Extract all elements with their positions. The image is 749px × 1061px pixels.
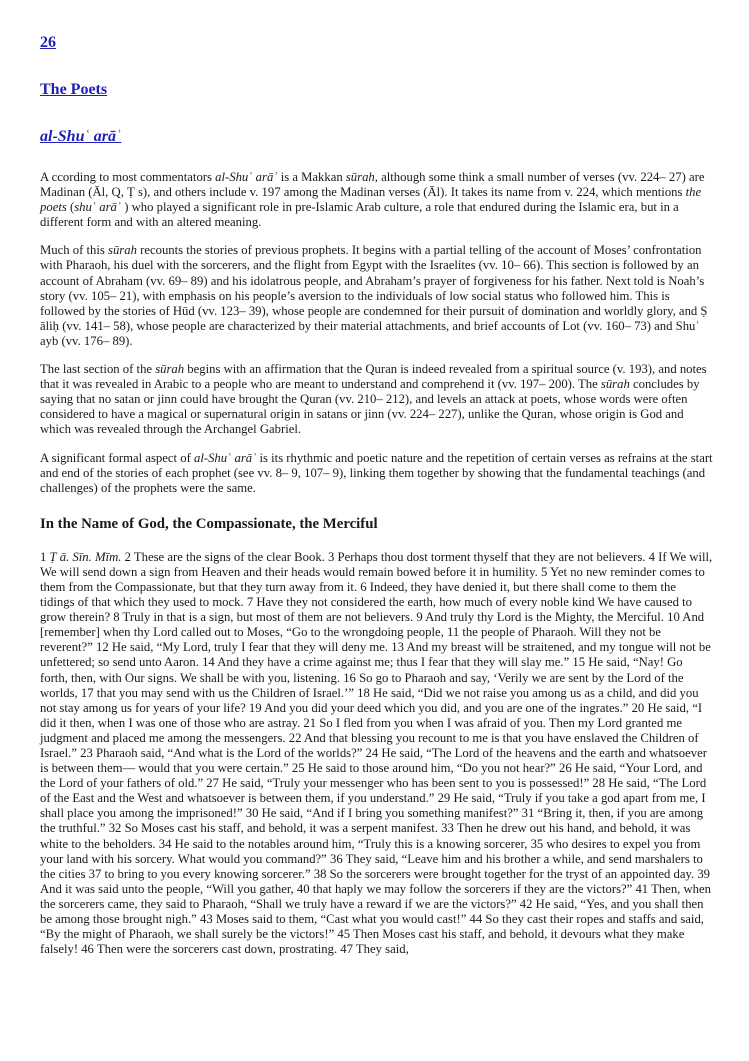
intro-paragraph-origin: A ccording to most commentators al-Shuʿ arāʾ is a Makkan sūrah, although some think a small number of verses (vv. 224– 27) are Madinan (Āl, Q, Ṭ s), and others include v. 197 among the Madinan verses (Āl). It takes its name from v. 224, which mentions the poets (shuʿ arāʾ ) who played a significant role in pre-Islamic Arab culture, a role that endured during the Islamic era, but in a different form and with an altered meaning. xyxy=(40,170,705,230)
verses-paragraph: 1 Ṭ ā. Sīn. Mīm. 2 These are the signs of the clear Book. 3 Perhaps thou dost torment thyself that they are not believers. 4 If We will, We will send down a sign from Heaven and their heads would remain bowed before it in humility. 5 Yet no new reminder comes to them from the Compassionate, but that they turn away from it. 6 Indeed, they have denied it, but there shall come to them the tidings of that which they used to mock. 7 Have they not considered the earth, how much of every noble kind We have caused to grow therein? 8 Truly in that is a sign, but most of them are not believers. 9 And truly thy Lord is the Mighty, the Merciful. 10 And [remember] when thy Lord called out to Moses, “Go to the wrongdoing people, 11 the people of Pharaoh. Will they not be reverent?” 12 He said, “My Lord, truly I fear that they will deny me. 13 And my breast will be straitened, and my tongue will not be unfettered; so send unto Aaron. 14 And they have a crime against me; thus I fear that they will slay me.” 15 He said, “Nay! Go forth, then, with Our signs. We shall be with you, listening. 16 So go to Pharaoh and say, ‘Verily we are sent by the Lord of the worlds, 17 that you may send with us the Children of Israel.’” 18 He said, “Did we not raise you among us as a child, and did you not stay among us for years of your life? 19 And you did your deed which you did, and you are one of the ingrates.” 20 He said, “I did it then, when I was one of those who are astray. 21 So I fled from you when I was afraid of you. Then my Lord granted me judgment and placed me among the messengers. 22 And that blessing you recount to me is that you have enslaved the Children of Israel.” 23 Pharaoh said, “And what is the Lord of the worlds?” 24 He said, “The Lord of the heavens and the earth and whatsoever is between them— would that you were certain.” 25 He said to those around him, “Do you not hear?” 26 He said, “Your Lord, and the Lord of your fathers of old.” 27 He said, “Truly your messenger who has been sent to you is possessed!” 28 He said, “The Lord of the East and the West and whatsoever is between them, if you understand.” 29 He said, “Truly if you take a god apart from me, I shall place you among the imprisoned!” 30 He said, “And if I bring you something manifest?” 31 “Bring it, then, if you are among the truthful.” 32 So Moses cast his staff, and behold, it was a serpent manifest. 33 Then he drew out his hand, and behold, it was white to the beholders. 34 He said to the notables around him, “Truly this is a knowing sorcerer, 35 who desires to expel you from your land with his sorcery. What would you command?” 36 They said, “Leave him and his brother a while, and send marshalers to the cities 37 to bring to you every knowing sorcerer.” 38 So the sorcerers were brought together for the tryst of an appointed day. 39 And it was said unto the people, “Will you gather, 40 that haply we may follow the sorcerers if they are the victors?” 41 Then, when the sorcerers came, they said to Pharaoh, “Shall we truly have a reward if we are the victors?” 42 He said, “Yes, and you shall then be among those brought nigh.” 43 Moses said to them, “Cast what you would cast!” 44 So they cast their ropes and staffs and said, “By the might of Pharaoh, we shall surely be the victors!” 45 Then Moses cast his staff, and behold, it devours what they make falsely! 46 Then were the sorcerers cast down, prostrating. 47 They said, xyxy=(40,549,713,957)
intro-paragraph-last-section: The last section of the sūrah begins with an affirmation that the Quran is indeed revealed from a spiritual source (v. 193), and notes that it was revealed in Arabic to a people who are meant to understand and comprehend it (vv. 197– 200). The sūrah concludes by saying that no satan or jinn could have brought the Quran (vv. 210– 212), and levels an attack at poets, whose words were often considered to have a magical or supernatural origin in satans or jinn (vv. 224– 227), unlike the Quran, whose origin is God and which was revealed through the Archangel Gabriel. xyxy=(40,362,707,437)
surah-number-heading-link[interactable]: 26 xyxy=(40,34,56,51)
intro-paragraph-prophet-stories: Much of this sūrah recounts the stories of previous prophets. It begins with a partial telling of the account of Moses’ confrontation with Pharaoh, his duel with the sorcerers, and the flight from Egypt with the Israelites (vv. 10– 66). This section is followed by an account of Abraham (vv. 69– 89) and his idolatrous people, and Abraham’s prayer of forgiveness for his father. Next told is Noah’s story (vv. 105– 21), with emphasis on his people’s aversion to the individuals of low social status who followed him. This is followed by the stories of Hūd (vv. 123– 39), whose people are condemned for their pursuit of domination and worldly glory, and Ṣ āliḥ (vv. 141– 58), whose people are characterized by their material attachments, and brief accounts of Lot (vv. 160– 73) and Shuʿ ayb (vv. 176– 89). xyxy=(40,243,708,348)
surah-arabic-title-heading-link[interactable]: al-Shuʿ arāʾ xyxy=(40,128,122,145)
bismillah-heading: In the Name of God, the Compassionate, the Merciful xyxy=(40,515,378,532)
surah-title-heading-link[interactable]: The Poets xyxy=(40,81,108,98)
intro-paragraph-formal-aspect: A significant formal aspect of al-Shuʿ arāʾ is its rhythmic and poetic nature and the repetition of certain verses as refrains at the start and end of the stories of each prophet (see vv. 8– 9, 107– 9), linking them together by showing that the fundamental teachings (and challenges) of the prophets were the same. xyxy=(40,450,713,495)
